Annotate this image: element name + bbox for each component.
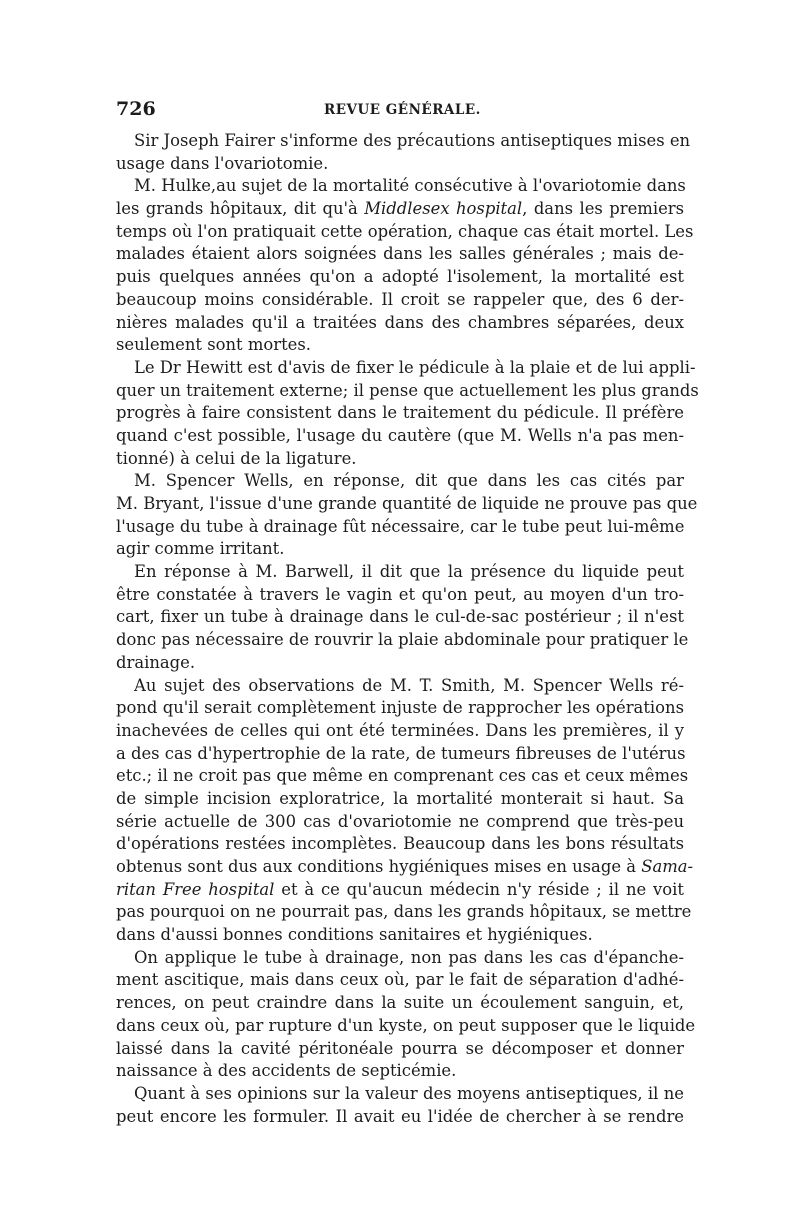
text-line: temps où l'on pratiquait cette opération, chaque cas était mortel. Les — [116, 221, 694, 241]
text-line: les grands hôpitaux, dit qu'à Middlesex hospital, dans les premiers — [116, 199, 685, 219]
text-line: malades étaient alors soignées dans les salles générales ; mais de- — [116, 244, 684, 264]
text-line: l'usage du tube à drainage fût nécessaire, car le tube peut lui-même — [116, 516, 685, 536]
text-line: donc pas nécessaire de rouvrir la plaie abdominale pour pratiquer le — [116, 630, 689, 650]
italic-name: Sama- — [641, 857, 694, 876]
text-line: naissance à des accidents de septicémie. — [116, 1061, 457, 1081]
text-line: puis quelques années qu'on a adopté l'isolement, la mortalité est — [116, 267, 684, 287]
page-number: 726 — [116, 98, 156, 120]
text-line: progrès à faire consistent dans le traitement du pédicule. Il préfère — [116, 403, 684, 423]
text-line: M. Hulke,au sujet de la mortalité consécutive à l'ovariotomie dans — [134, 176, 686, 196]
text-line: Sir Joseph Fairer s'informe des précautions antiseptiques mises en — [134, 131, 691, 150]
text-line: tionné) à celui de la ligature. — [116, 448, 357, 468]
text-line: inachevées de celles qui ont été terminées. Dans les premières, il y — [116, 720, 684, 740]
text-line: être constatée à travers le vagin et qu'on peut, au moyen d'un tro- — [116, 584, 684, 604]
text-line: M. Spencer Wells, en réponse, dit que dans les cas cités par — [134, 471, 684, 491]
text-line: peut encore les formuler. Il avait eu l'idée de chercher à se rendre — [116, 1106, 684, 1126]
text-line: En réponse à M. Barwell, il dit que la présence du liquide peut — [134, 562, 684, 582]
italic-name: ritan Free hospital — [116, 879, 275, 899]
text-line: Quant à ses opinions sur la valeur des moyens antiseptiques, il ne — [134, 1083, 684, 1103]
text-line: obtenus sont dus aux conditions hygiéniques mises en usage à Sama- — [116, 857, 694, 876]
italic-name: Middlesex hospital — [364, 199, 523, 219]
text-line: beaucoup moins considérable. Il croit se rappeler que, des 6 der- — [116, 289, 684, 309]
text-line: d'opérations restées incomplètes. Beaucoup dans les bons résultats — [116, 834, 684, 854]
text-line: M. Bryant, l'issue d'une grande quantité de liquide ne prouve pas que — [116, 494, 698, 513]
text-line: agir comme irritant. — [116, 539, 285, 559]
text-line: cart, fixer un tube à drainage dans le cul-de-sac postérieur ; il n'est — [116, 607, 684, 627]
text-line: On applique le tube à drainage, non pas dans les cas d'épanche- — [134, 947, 684, 967]
text-line: laissé dans la cavité péritonéale pourra se décomposer et donner — [116, 1038, 684, 1058]
text-line: quer un traitement externe; il pense que actuellement les plus grands — [116, 380, 699, 400]
text-line: quand c'est possible, l'usage du cautère (que M. Wells n'a pas men- — [116, 425, 684, 445]
text-line: a des cas d'hypertrophie de la rate, de tumeurs fibreuses de l'utérus — [116, 743, 686, 763]
text-line: rences, on peut craindre dans la suite un écoulement sanguin, et, — [116, 993, 684, 1013]
text-line: pond qu'il serait complètement injuste de rapprocher les opérations — [116, 698, 684, 718]
text-line: dans ceux où, par rupture d'un kyste, on peut supposer que le liquide — [116, 1015, 696, 1035]
text-line: usage dans l'ovariotomie. — [116, 153, 329, 173]
text-line: pas pourquoi on ne pourrait pas, dans les grands hôpitaux, se mettre — [116, 902, 692, 922]
text-line: Le Dr Hewitt est d'avis de fixer le pédicule à la plaie et de lui appli- — [134, 357, 696, 377]
text-line: etc.; il ne croit pas que même en comprenant ces cas et ceux mêmes — [116, 766, 689, 786]
text-line: seulement sont mortes. — [116, 335, 311, 355]
text-line: ment ascitique, mais dans ceux où, par le fait de séparation d'adhé- — [116, 970, 684, 990]
text-line: série actuelle de 300 cas d'ovariotomie ne comprend que très-peu — [116, 811, 684, 831]
text-line: dans d'aussi bonnes conditions sanitaires et hygiéniques. — [116, 925, 593, 945]
text-line: drainage. — [116, 652, 196, 672]
text-line: nières malades qu'il a traitées dans des chambres séparées, deux — [116, 312, 684, 332]
running-title: REVUE GÉNÉRALE. — [324, 102, 481, 118]
text-line: ritan Free hospital et à ce qu'aucun médecin n'y réside ; il ne voit — [116, 879, 684, 899]
text-line: Au sujet des observations de M. T. Smith, M. Spencer Wells ré- — [134, 675, 684, 695]
text-line: de simple incision exploratrice, la mortalité monterait si haut. Sa — [116, 788, 684, 808]
page-header — [116, 98, 686, 126]
article-body — [116, 130, 699, 1128]
